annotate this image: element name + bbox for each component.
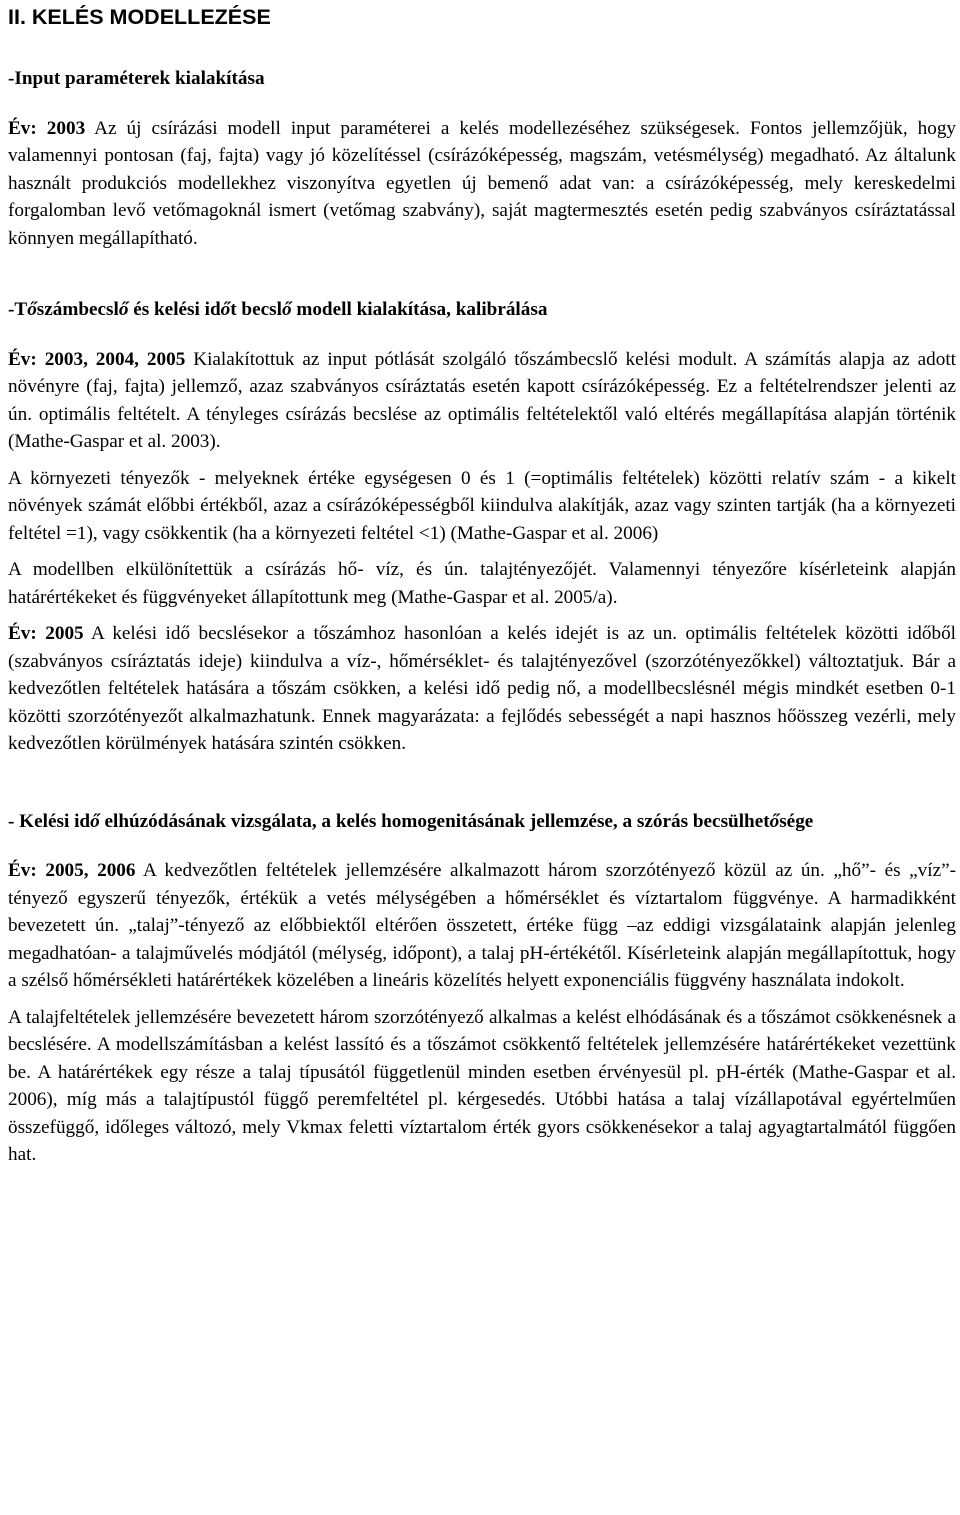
heading-part: és kelési id bbox=[128, 299, 221, 320]
heading-part: ő bbox=[90, 810, 100, 832]
paragraph-text: Kialakítottuk az input pótlását szolgáló tőszámbecslő kelési modult. A számítás alapja az adott növényre (faj, fajta) jellemző, azaz szabványos csíráztatás esetén kapott csírázóképesség. Ez a feltételrendszer jelenti az ún. optimális feltételt. A tényleges csírázás becslése az optimális feltételektől való eltérés megállapítása alapján történik (Mathe-Gaspar et al. 2003). bbox=[8, 348, 957, 452]
section-heading-input-parameters: -Input paraméterek kialakítása bbox=[8, 68, 265, 89]
heading-part: elhúzódásának vizsgálata, a kelés homogenitásának jellemzése, a szórás becsülhet bbox=[99, 810, 770, 832]
heading-part: sége bbox=[779, 810, 814, 832]
heading-part: modell kialakítása, kalibrálása bbox=[291, 299, 548, 320]
heading-part: -T bbox=[8, 299, 28, 320]
heading-part: - Kelési id bbox=[8, 810, 91, 832]
year-label: Év: 2005 bbox=[8, 623, 84, 644]
heading-part: ő bbox=[220, 299, 231, 320]
section2-paragraph-1 bbox=[8, 346, 956, 456]
heading-part: ő bbox=[118, 299, 129, 320]
section-heading-stand-estimation-model bbox=[8, 296, 956, 324]
heading-part: ő bbox=[769, 810, 780, 832]
section-heading-emergence-duration bbox=[8, 808, 956, 836]
heading-part: t becsl bbox=[230, 299, 282, 320]
document-page bbox=[8, 0, 956, 1169]
heading-part: számbecsl bbox=[36, 299, 119, 320]
section2-paragraph-3: A modellben elkülönítettük a csírázás hő- víz, és ún. talajtényezőjét. Valamennyi tényezőre kísérleteink alapján határértékeket és függvényeket állapítottunk meg (Mathe-Gaspar et al. 2005/a). bbox=[8, 559, 956, 608]
section1-paragraph-1 bbox=[8, 115, 956, 253]
year-label: Év: 2003, 2004, 2005 bbox=[8, 348, 186, 370]
page-title: II. KELÉS MODELLEZÉSE bbox=[8, 5, 271, 29]
section2-paragraph-2: A környezeti tényezők - melyeknek értéke egységesen 0 és 1 (=optimális feltételek) közötti relatív szám - a kikelt növények számát előbbi értékből, azaz a csírázóképességből kiindulva alakítják, azaz vagy szinten tartják (ha a környezeti feltétel =1), vagy csökkentik (ha a környezeti feltétel <1) (Mathe-Gaspar et al. 2006) bbox=[8, 467, 956, 544]
year-label: Év: 2003 bbox=[8, 117, 86, 139]
paragraph-text: A kedvezőtlen feltételek jellemzésére alkalmazott három szorzótényező közül az ún. „hő”- és „víz”-tényező egyszerű tényezők, értékük a vetés mélységében a hőmérséklet és víztartalom függvénye. A harmadikként bevezetett ún. „talaj”-tényező az előbbiektől eltérően összetett, értéke függ –az eddigi vizsgálataink alapján jelenleg megadhatóan- a talajművelés módjától (mélység, időpont), a talaj pH-értékétől. Kísérleteink alapján megállapítottuk, hogy a szélső hőmérsékleti határértékek közelében a lineáris közelítés helyett exponenciális függvény használata indokolt. bbox=[8, 860, 956, 991]
section3-paragraph-2: A talajfeltételek jellemzésére bevezetett három szorzótényező alkalmas a kelést elhódásának és a tőszámot csökkenésnek a becslésére. A modellszámításban a kelést lassító és a tőszámot csökkentő feltételek jellemzésére határértékeket vezettünk be. A határértékek egy része a talaj típusától függetlenül minden esetben érvényesül pl. pH-érték (Mathe-Gaspar et al. 2006), míg más a talajtípustól függő peremfeltétel pl. kérgesedés. Utóbbi hatása a talaj vízállapotával egyértelműen összefüggő, időleges változó, mely Vkmax feletti víztartalom érték gyors csökkenésekor a talaj agyagtartalmától függően hat. bbox=[8, 1006, 956, 1165]
heading-part: ő bbox=[27, 299, 37, 320]
paragraph-text: A kelési idő becslésekor a tőszámhoz hasonlóan a kelés idejét is az un. optimális feltételek közötti időből (szabványos csíráztatás ideje) kiindulva a víz-, hőmérséklet- és talajtényezővel (szorzótényezőkkel) változtatjuk. Bár a kedvezőtlen feltételek hatására a tőszám csökken, a kelési idő pedig nő, a modellbecslésnél mégis mindkét esetben 0-1 közötti szorzótényezőt alkalmazhatunk. Ennek magyarázata: a fejlődés sebességét a napi hasznos hőösszeg vezérli, mely kedvezőtlen körülmények hatására szintén csökken. bbox=[8, 623, 957, 754]
paragraph-text: Az új csírázási modell input paraméterei a kelés modellezéséhez szükségesek. Fontos jellemzőjük, hogy valamennyi pontosan (faj, fajta) vagy jó közelítéssel (csírázóképesség, magszám, vetésmélység) megadható. Az általunk használt produkciós modellekhez viszonyítva egyetlen új bemenő adat van: a csírázóképesség, mely kereskedelmi forgalomban levő vetőmagoknál ismert (vetőmag szabvány), saját magtermesztés esetén pedig szabványos csíráztatással könnyen megállapítható. bbox=[8, 117, 957, 249]
year-label: Év: 2005, 2006 bbox=[8, 860, 136, 881]
section3-paragraph-1 bbox=[8, 857, 956, 995]
section2-paragraph-4 bbox=[8, 620, 956, 758]
heading-part: ő bbox=[281, 299, 292, 320]
